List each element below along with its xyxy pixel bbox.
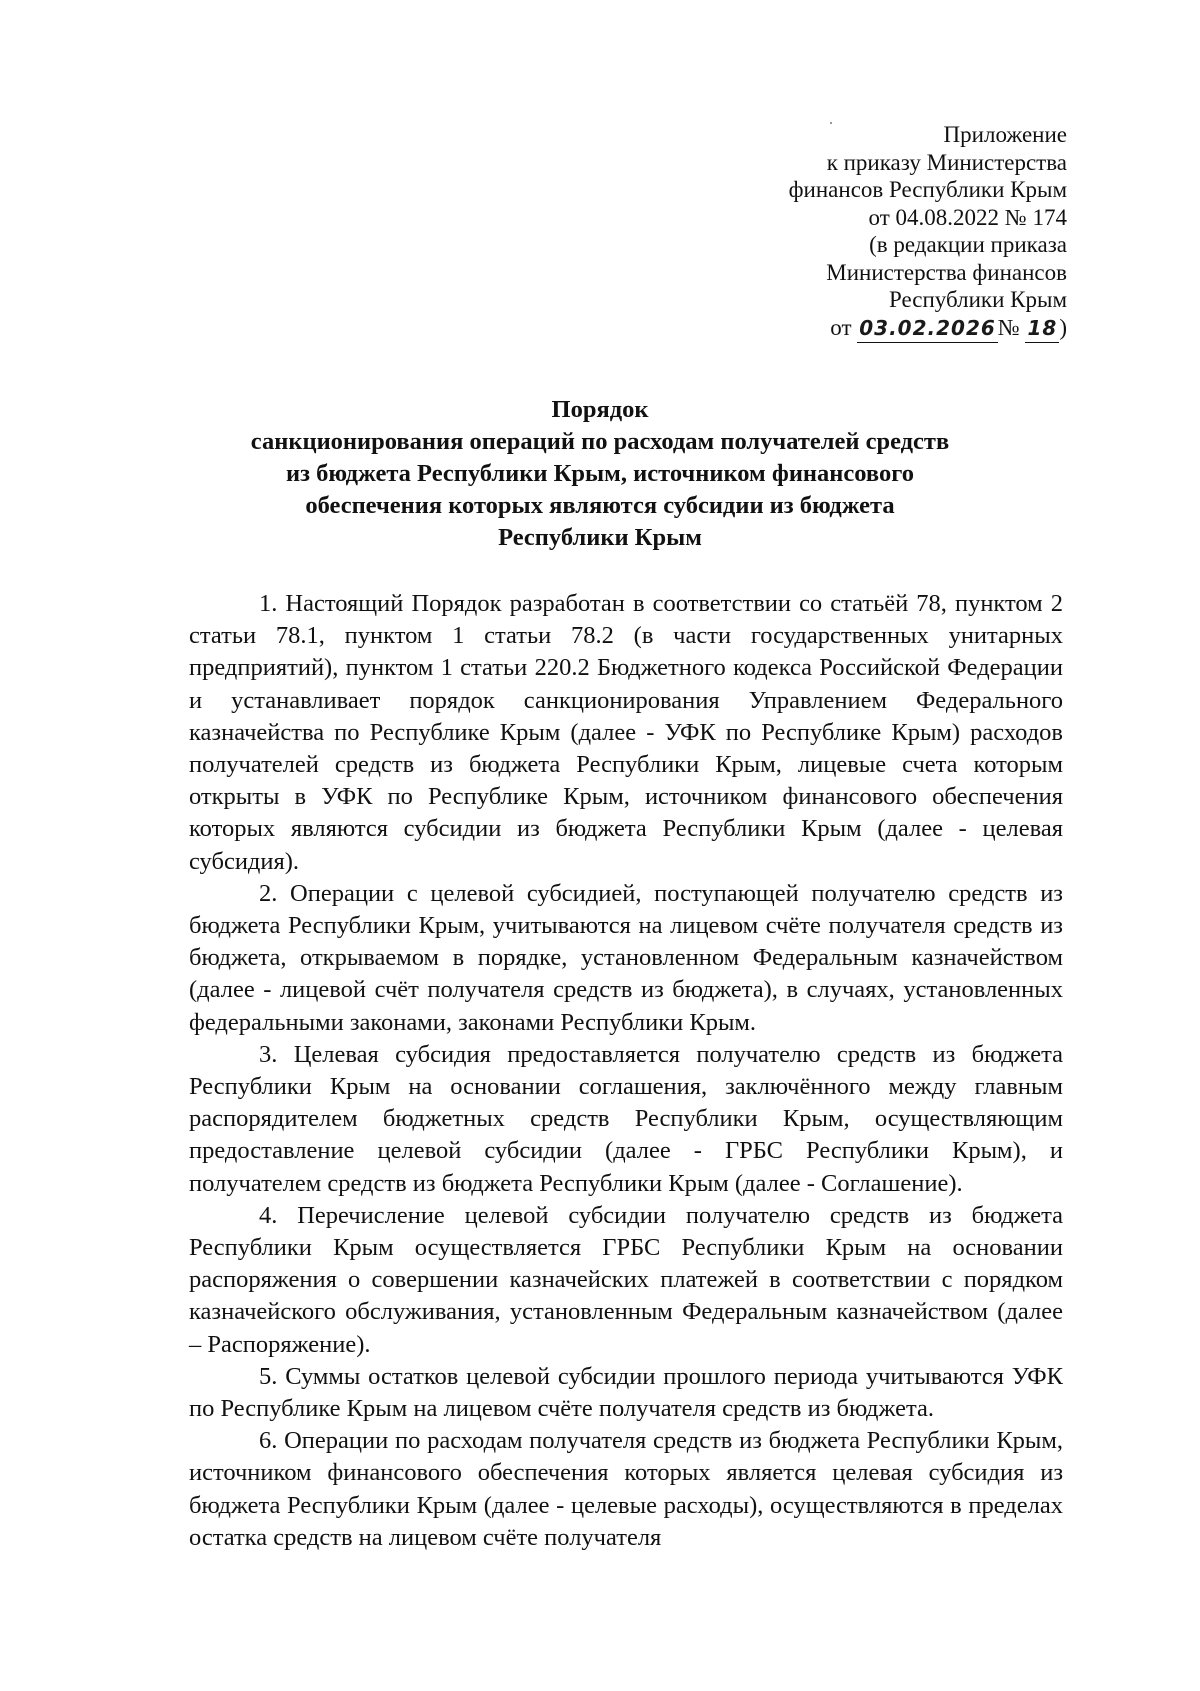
paragraph-2: 2. Операции с целевой субсидией, поступающей получателю средств из бюджета Республики Крым, учитываются на лицевом счёте получателя средств из бюджета, открываемом в порядке, установленном Федеральным казначейством (далее - лицевой счёт получателя средств из бюджета), в случаях, установленных федеральными законами, законами Республики Крым. [189,879,1063,1036]
handwritten-date: 03.02.2026 [857,315,998,344]
title-line: обеспечения которых являются субсидии из бюджета [305,492,895,519]
amendment-line [789,314,1067,344]
appendix-line: (в редакции приказа [869,232,1067,257]
paragraph-3: 3. Целевая субсидия предоставляется получателю средств из бюджета Республики Крым на основании соглашения, заключённого между главным распорядителем бюджетных средств Республики Крым, осуществляющим предоставление целевой субсидии (далее - ГРБС Республики Крым), и получателем средств из бюджета Республики Крым (далее - Соглашение). [189,1040,1063,1197]
paragraph-1: 1. Настоящий Порядок разработан в соответствии со статьёй 78, пунктом 2 статьи 78.1, пунктом 1 статьи 78.2 (в части государственных унитарных предприятий), пунктом 1 статьи 220.2 Бюджетного кодекса Российской Федерации и устанавливает порядок санкционирования Управлением Федерального казначейства по Республике Крым (далее - УФК по Республике Крым) расходов получателей средств из бюджета Республики Крым, лицевые счета которым открыты в УФК по Республике Крым, источником финансового обеспечения которых являются субсидии из бюджета Республики Крым (далее - целевая субсидия). [189,590,1063,875]
title-line: санкционирования операций по расходам получателей средств [250,428,950,455]
title-line: Порядок [551,396,649,423]
amendment-suffix: ) [1059,314,1067,340]
appendix-header [789,121,1067,343]
number-sign: № [997,314,1020,340]
appendix-line: от 04.08.2022 № 174 [868,204,1067,230]
appendix-line: финансов Республики Крым [788,177,1067,202]
title-line: из бюджета Республики Крым, источником финансового [285,460,915,487]
paragraph-4: 4. Перечисление целевой субсидии получателю средств из бюджета Республики Крым осуществляется ГРБС Республики Крым на основании распоряжения о совершении казначейских платежей в соответствии с порядком казначейского обслуживания, установленным Федеральным казначейством (далее – Распоряжение). [189,1201,1063,1358]
title-line: Республики Крым [498,524,702,551]
appendix-line: Приложение [943,122,1067,147]
document-body [189,588,1063,1554]
paragraph-5: 5. Суммы остатков целевой субсидии прошлого периода учитываются УФК по Республике Крым на лицевом счёте получателя средств из бюджета. [189,1362,1063,1423]
appendix-line: Министерства финансов [826,259,1067,285]
appendix-line: к приказу Министерства [826,149,1067,175]
paragraph-6: 6. Операции по расходам получателя средств из бюджета Республики Крым, источником финансового обеспечения которых является целевая субсидия из бюджета Республики Крым (далее - целевые расходы), осуществляются в пределах остатка средств на лицевом счёте получателя [189,1427,1063,1551]
document-title [150,394,1050,554]
appendix-line: Республики Крым [889,287,1067,312]
handwritten-number: 18 [1025,315,1059,344]
amendment-prefix: от [830,314,852,340]
